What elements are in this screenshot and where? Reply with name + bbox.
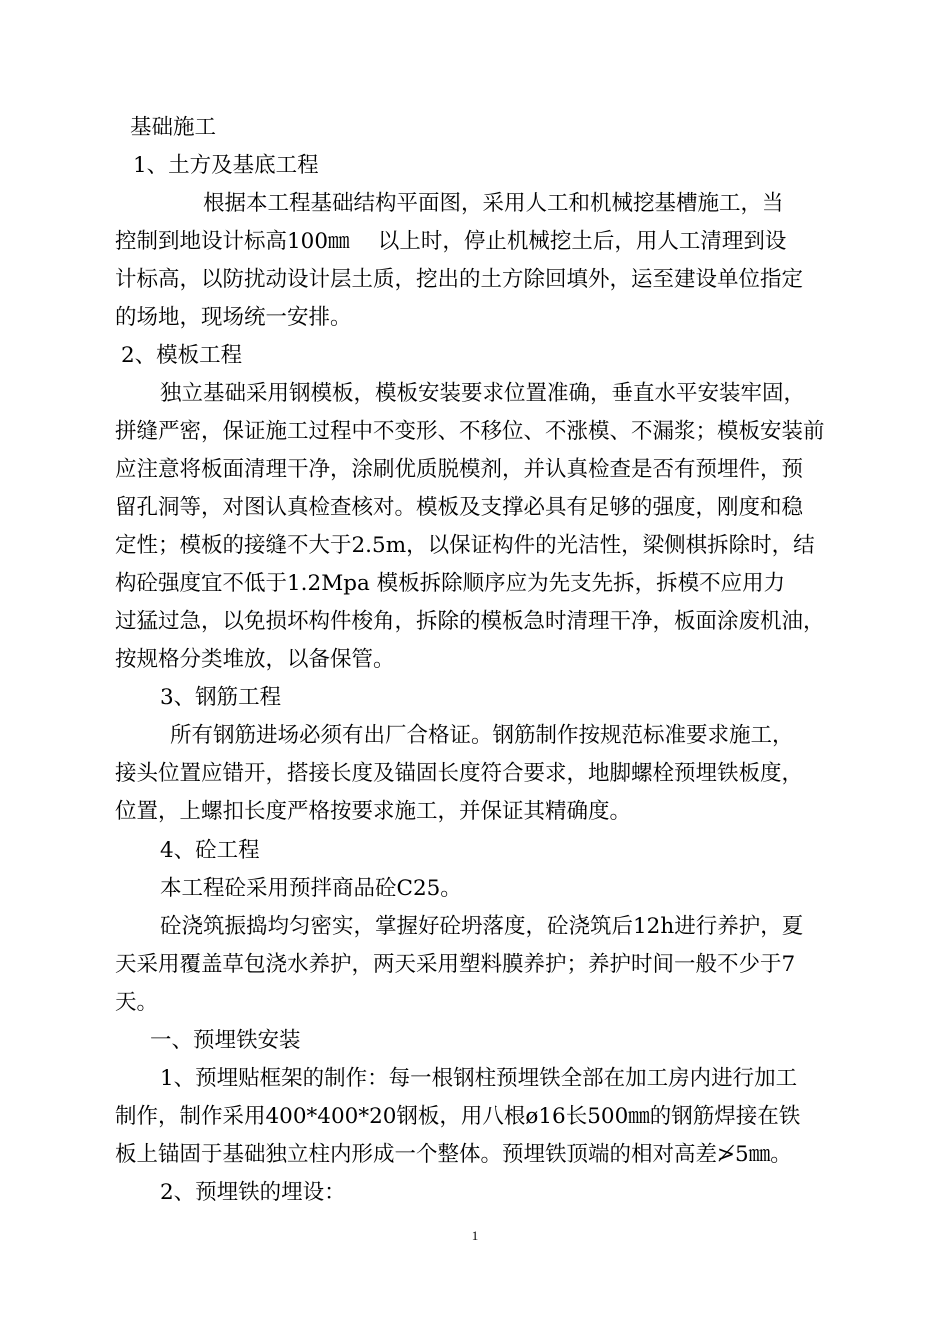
paragraph-line: 根据本工程基础结构平面图，采用人工和机械挖基槽施工，当: [203, 191, 784, 216]
page-number: 1: [471, 1228, 479, 1243]
subsection-heading: 4、砼工程: [160, 838, 260, 863]
paragraph-line: 拼缝严密，保证施工过程中不变形、不移位、不涨模、不漏浆；模板安装前: [115, 419, 825, 444]
paragraph-line: 接头位置应错开，搭接长度及锚固长度符合要求，地脚螺栓预埋铁板度，: [115, 761, 804, 786]
subsection-heading: 2、模板工程: [121, 343, 243, 368]
paragraph-line: 本工程砼采用预拌商品砼C25。: [160, 876, 462, 901]
paragraph-line: 位置，上螺扣长度严格按要求施工，并保证其精确度。: [115, 799, 632, 824]
section-heading: 基础施工: [130, 115, 217, 140]
paragraph-line: 定性；模板的接缝不大于2.5m，以保证构件的光洁性，梁侧棋拆除时，结: [115, 533, 815, 558]
section-heading: 一、预埋铁安装: [150, 1028, 301, 1053]
paragraph-line: 计标高，以防扰动设计层土质，挖出的土方除回填外，运至建设单位指定: [115, 267, 804, 292]
paragraph-line: 独立基础采用钢模板，模板安装要求位置准确，垂直水平安装牢固，: [160, 381, 806, 406]
paragraph-line: 按规格分类堆放，以备保管。: [115, 647, 395, 672]
paragraph-line: 所有钢筋进场必须有出厂合格证。钢筋制作按规范标准要求施工，: [170, 723, 794, 748]
paragraph-line: 的场地，现场统一安排。: [115, 305, 352, 330]
paragraph-line: 天采用覆盖草包浇水养护，两天采用塑料膜养护；养护时间一般不少于7: [115, 952, 796, 977]
paragraph-line: 板上锚固于基础独立柱内形成一个整体。预埋铁顶端的相对高差≯5㎜。: [115, 1142, 792, 1167]
paragraph-line: 留孔洞等，对图认真检查核对。模板及支撑必具有足够的强度，刚度和稳: [115, 495, 804, 520]
subsection-heading: 2、预埋铁的埋设：: [160, 1180, 346, 1205]
paragraph-line: 构砼强度宜不低于1.2Mpa 模板拆除顺序应为先支先拆，拆模不应用力: [115, 571, 786, 596]
paragraph-line: 控制到地设计标高100㎜ 以上时，停止机械挖土后，用人工清理到设: [115, 229, 787, 254]
paragraph-line: 天。: [115, 990, 159, 1015]
paragraph-line: 砼浇筑振捣均匀密实，掌握好砼坍落度，砼浇筑后12h进行养护，夏: [160, 914, 804, 939]
paragraph-line: 1、预埋贴框架的制作：每一根钢柱预埋铁全部在加工房内进行加工: [160, 1066, 798, 1091]
subsection-heading: 3、钢筋工程: [160, 685, 282, 710]
subsection-heading: 1、土方及基底工程: [133, 153, 319, 178]
paragraph-line: 应注意将板面清理干净，涂刷优质脱模剂，并认真检查是否有预埋件，预: [115, 457, 804, 482]
paragraph-line: 过猛过急，以免损坏构件梭角，拆除的模板急时清理干净，板面涂废机油，: [115, 609, 825, 634]
paragraph-line: 制作，制作采用400*400*20钢板，用八根ø16长500㎜的钢筋焊接在铁: [115, 1104, 801, 1129]
